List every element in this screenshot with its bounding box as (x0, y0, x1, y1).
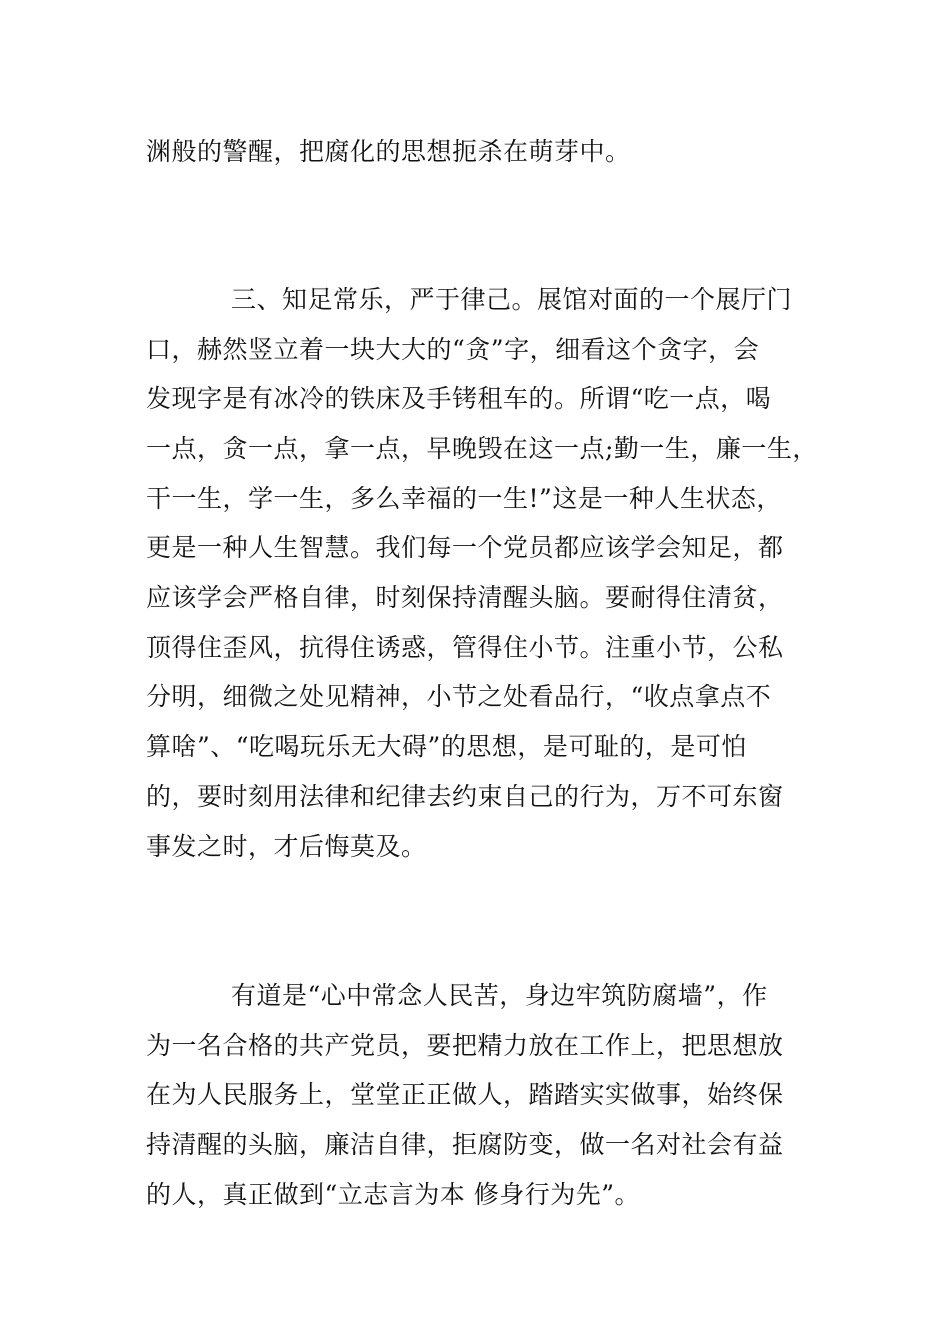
text-line: 分明，细微之处见精神，小节之处看品行，“收点拿点不 (146, 682, 772, 711)
text-line: 三、知足常乐，严于律己。展馆对面的一个展厅门 (231, 285, 793, 314)
text-line: 顶得住歪风，抗得住诱惑，管得住小节。注重小节，公私 (146, 633, 784, 662)
text-line: 的人，真正做到“立志言为本 修身行为先”。 (146, 1180, 641, 1209)
text-line: 渊般的警醒，把腐化的思想扼杀在萌芽中。 (146, 137, 631, 166)
text-line: 在为人民服务上，堂堂正正做人，踏踏实实做事，始终保 (146, 1080, 784, 1109)
text-line: 有道是“心中常念人民苦，身边牢筑防腐墙”，作 (231, 981, 768, 1010)
text-line: 应该学会严格自律，时刻保持清醒头脑。要耐得住清贫， (146, 583, 784, 612)
text-line: 干一生，学一生，多么幸福的一生!”这是一种人生状态， (146, 484, 782, 513)
text-line: 一点，贪一点，拿一点，早晚毁在这一点;勤一生，廉一生， (146, 434, 818, 463)
text-line: 为一名合格的共产党员，要把精力放在工作上，把思想放 (146, 1031, 784, 1060)
text-line: 持清醒的头脑，廉洁自律，拒腐防变，做一名对社会有益 (146, 1130, 784, 1159)
text-line: 口，赫然竖立着一块大大的“贪”字，细看这个贪字，会 (146, 335, 760, 364)
text-line: 的，要时刻用法律和纪律去约束自己的行为，万不可东窗 (146, 782, 784, 811)
text-line: 算啥”、“吃喝玩乐无大碍”的思想，是可耻的，是可怕 (146, 732, 747, 761)
text-line: 发现字是有冰冷的铁床及手铐租车的。所谓“吃一点，喝 (146, 384, 772, 413)
text-line: 事发之时，才后悔莫及。 (146, 832, 427, 861)
text-line: 更是一种人生智慧。我们每一个党员都应该学会知足，都 (146, 533, 784, 562)
